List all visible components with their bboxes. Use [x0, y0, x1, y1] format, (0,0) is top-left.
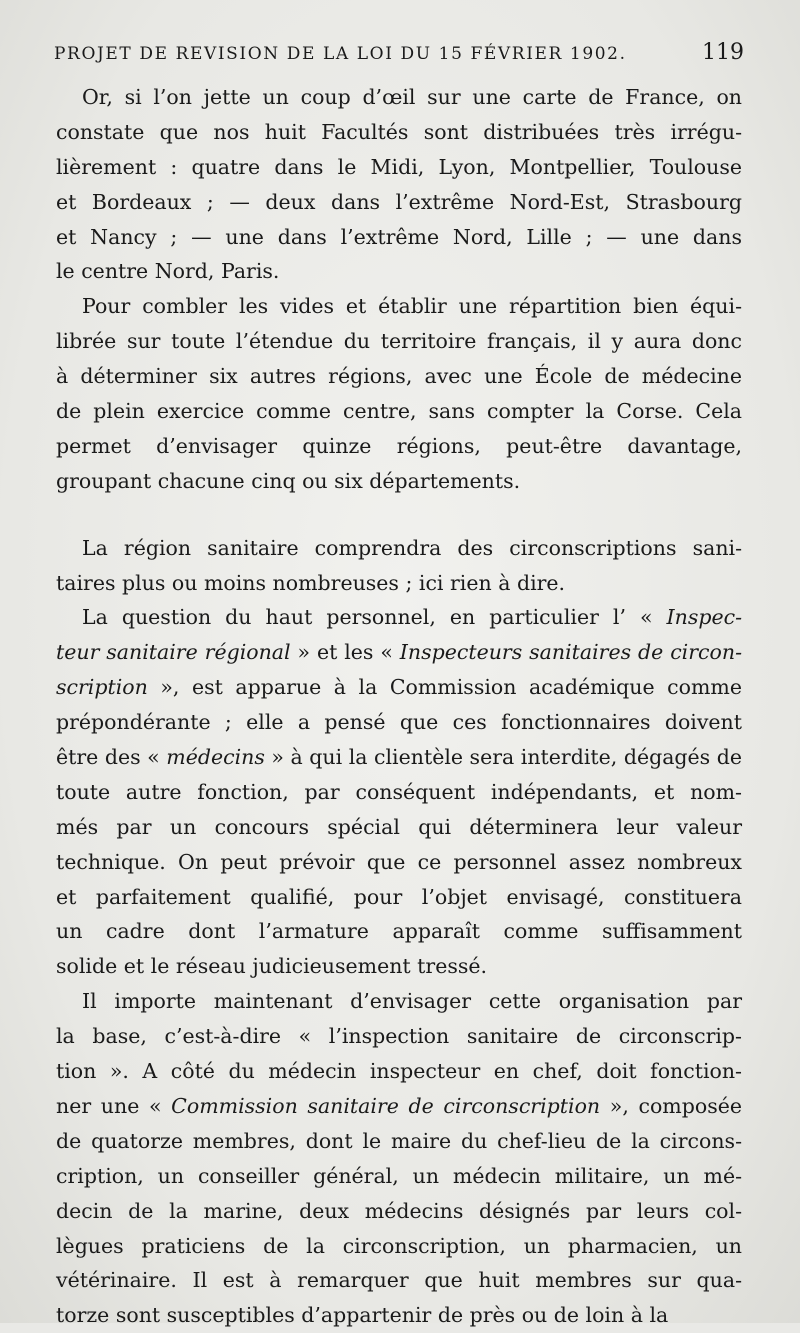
text-line: [56, 949, 742, 984]
text-line: [56, 705, 742, 740]
text-line: [56, 150, 742, 185]
text-segment: Pour combler les vides et établir une répartition bien équi-: [82, 294, 742, 319]
body-text: [56, 80, 742, 1333]
text-line: [56, 1019, 742, 1054]
text-line: [56, 600, 742, 635]
italic-text: Inspecteurs sanitaires de circon-: [399, 640, 742, 665]
text-segment: et Nancy ; — une dans l’extrême Nord, Lille ; — une dans: [56, 224, 742, 249]
running-header: [54, 40, 744, 72]
text-segment: un cadre dont l’armature apparaît comme suffisamment: [56, 919, 742, 944]
text-segment: » à qui la clientèle sera interdite, dégagés de: [264, 745, 742, 770]
italic-text: teur sanitaire régional: [56, 640, 291, 665]
text-segment: la base, c’est-à-dire « l’inspection sanitaire de circonscrip-: [56, 1024, 742, 1049]
text-line: [56, 1298, 742, 1333]
paragraph: [56, 984, 742, 1333]
text-segment: librée sur toute l’étendue du territoire français, il y aura donc: [56, 329, 742, 354]
text-line: [56, 1229, 742, 1264]
text-segment: le centre Nord, Paris.: [56, 259, 280, 284]
text-segment: tion ». A côté du médecin inspecteur en chef, doit fonction-: [56, 1059, 742, 1084]
text-segment: de plein exercice comme centre, sans compter la Corse. Cela: [56, 399, 742, 424]
text-line: [56, 775, 742, 810]
text-line: [56, 429, 742, 464]
text-segment: de quatorze membres, dont le maire du chef-lieu de la circons-: [56, 1128, 742, 1153]
text-line: [56, 880, 742, 915]
text-segment: La question du haut personnel, en particulier l’ «: [82, 605, 667, 630]
text-line: [56, 1194, 742, 1229]
text-line: [56, 80, 742, 115]
text-line: [56, 1054, 742, 1089]
text-segment: prépondérante ; elle a pensé que ces fonctionnaires doivent: [56, 710, 742, 735]
paragraph: [56, 80, 742, 289]
text-line: [56, 635, 742, 670]
text-line: [56, 185, 742, 220]
text-line: [56, 914, 742, 949]
text-segment: permet d’envisager quinze régions, peut-être davantage,: [56, 433, 742, 458]
text-line: [56, 566, 742, 601]
text-segment: toute autre fonction, par conséquent indépendants, et nom-: [56, 779, 742, 804]
italic-text: médecins: [166, 745, 265, 770]
text-segment: Il importe maintenant d’envisager cette organisation par: [82, 989, 742, 1014]
text-line: [56, 740, 742, 775]
text-segment: technique. On peut prévoir que ce personnel assez nombreux: [56, 849, 742, 874]
text-line: [56, 1089, 742, 1124]
text-line: [56, 810, 742, 845]
text-line: [56, 464, 742, 499]
text-segment: lièrement : quatre dans le Midi, Lyon, Montpellier, Toulouse: [56, 154, 742, 179]
text-line: [56, 1159, 742, 1194]
text-line: [56, 220, 742, 255]
running-title: PROJET DE REVISION DE LA LOI DU 15 FÉVRIER 1902.: [54, 44, 627, 64]
text-segment: et Bordeaux ; — deux dans l’extrême Nord-Est, Strasbourg: [56, 189, 742, 214]
paragraph-gap: [56, 499, 742, 531]
text-segment: solide et le réseau judicieusement tressé.: [56, 954, 488, 979]
text-segment: à déterminer six autres régions, avec une École de médecine: [56, 364, 742, 389]
text-segment: groupant chacune cinq ou six départements.: [56, 468, 521, 493]
text-segment: torze sont susceptibles d’appartenir de près ou de loin à la: [56, 1303, 669, 1328]
text-line: [56, 115, 742, 150]
text-line: [56, 359, 742, 394]
paragraph: [56, 600, 742, 984]
text-segment: decin de la marine, deux médecins désignés par leurs col-: [56, 1198, 742, 1223]
page-number: 119: [702, 40, 744, 65]
text-segment: constate que nos huit Facultés sont distribuées très irrégu-: [56, 119, 742, 144]
text-segment: être des «: [56, 745, 167, 770]
text-line: [56, 1263, 742, 1298]
text-line: [56, 324, 742, 359]
paragraph: [56, 289, 742, 498]
text-line: [56, 394, 742, 429]
text-line: [56, 670, 742, 705]
text-line: [56, 1124, 742, 1159]
text-segment: » et les «: [290, 640, 400, 665]
text-segment: lègues praticiens de la circonscription, un pharmacien, un: [56, 1233, 742, 1258]
paragraph: [56, 531, 742, 601]
text-segment: Or, si l’on jette un coup d’œil sur une carte de France, on: [82, 85, 742, 109]
text-line: [56, 531, 742, 566]
italic-text: Inspec-: [666, 605, 742, 630]
text-segment: cription, un conseiller général, un médecin militaire, un mé-: [56, 1163, 742, 1188]
text-line: [56, 984, 742, 1019]
text-line: [56, 289, 742, 324]
italic-text: scription: [56, 675, 148, 700]
text-segment: », est apparue à la Commission académique comme: [147, 675, 742, 700]
text-line: [56, 254, 742, 289]
text-line: [56, 845, 742, 880]
text-segment: La région sanitaire comprendra des circonscriptions sani-: [82, 535, 742, 560]
text-segment: et parfaitement qualifié, pour l’objet envisagé, constituera: [56, 884, 742, 909]
text-segment: taires plus ou moins nombreuses ; ici rien à dire.: [56, 570, 566, 595]
text-segment: vétérinaire. Il est à remarquer que huit membres sur qua-: [56, 1268, 742, 1293]
text-segment: més par un concours spécial qui déterminera leur valeur: [56, 814, 742, 839]
text-segment: », composée: [600, 1093, 742, 1118]
text-segment: ner une «: [56, 1093, 172, 1118]
italic-text: Commission sanitaire de circonscription: [171, 1093, 601, 1118]
